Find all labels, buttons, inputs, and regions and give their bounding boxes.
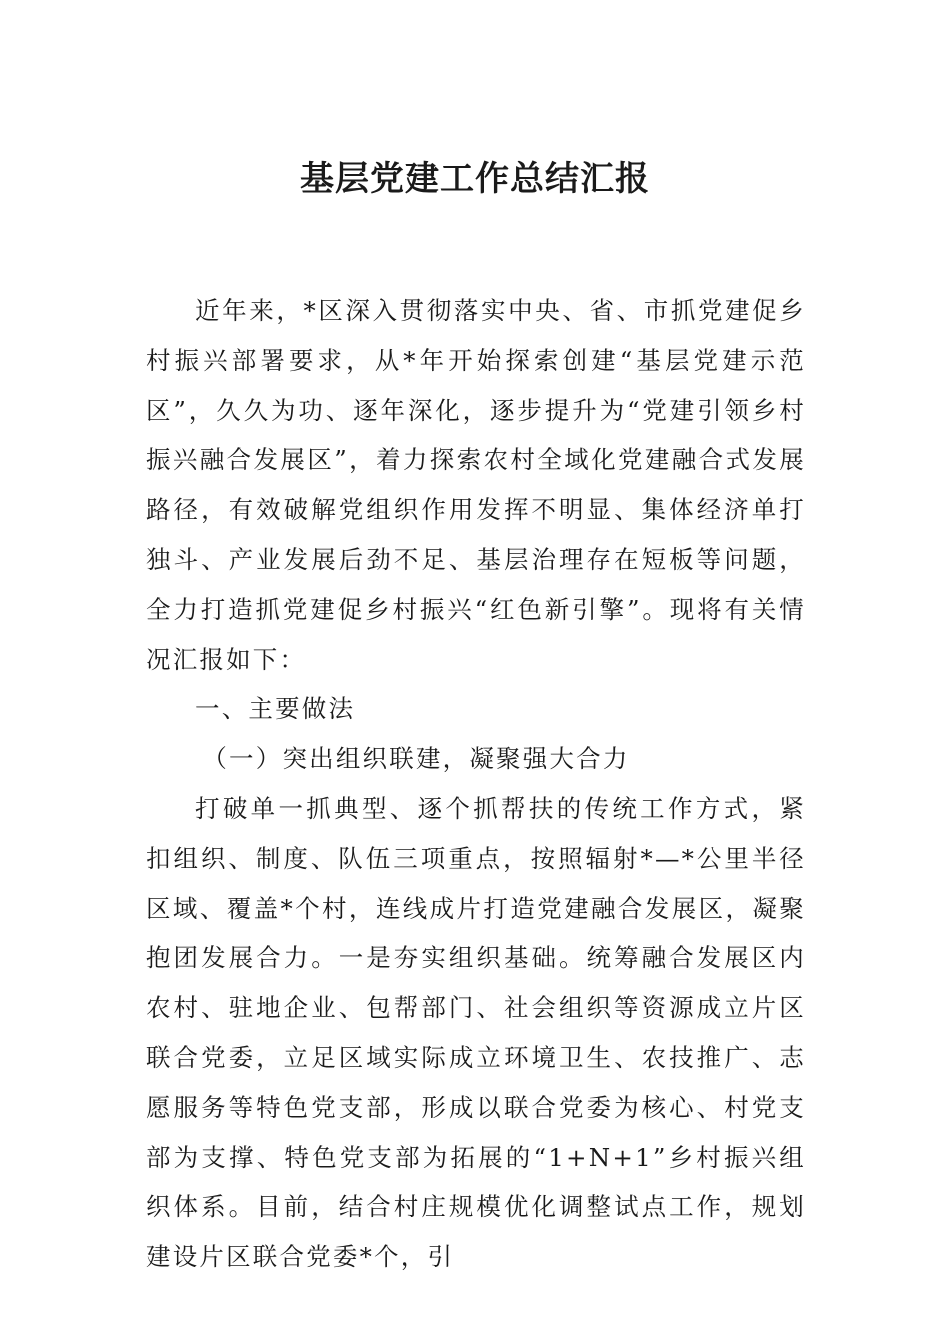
subsection-paragraph-organization: 打破单一抓典型、逐个抓帮扶的传统工作方式，紧扣组织、制度、队伍三项重点，按照辐射*—*公里半径区域、覆盖*个村，连线成片打造党建融合发展区，凝聚抱团发展合力。一是夯实组织基础。统筹融合发展区内农村、驻地企业、包帮部门、社会组织等资源成立片区联合党委，立足区域实际成立环境卫生、农技推广、志愿服务等特色党支部，形成以联合党委为核心、村党支部为支撑、特色党支部为拓展的“1+N+1”乡村振兴组织体系。目前，结合村庄规模优化调整试点工作，规划建设片区联合党委*个，引 [146,793,806,1272]
document-title: 基层党建工作总结汇报 [300,159,650,199]
intro-paragraph: 近年来，*区深入贯彻落实中央、省、市抓党建促乡村振兴部署要求，从*年开始探索创建“基层党建示范区”，久久为功、逐年深化，逐步提升为“党建引领乡村振兴融合发展区”，着力探索农村全域化党建融合式发展路径，有效破解党组织作用发挥不明显、集体经济单打独斗、产业发展后劲不足、基层治理存在短板等问题，全力打造抓党建促乡村振兴“红色新引擎”。现将有关情况汇报如下： [146,296,806,674]
subsection-heading-organization: （一）突出组织联建，凝聚强大合力 [202,744,630,774]
document-body [146,286,806,1282]
section-heading-main-practices: 一、主要做法 [195,694,356,724]
